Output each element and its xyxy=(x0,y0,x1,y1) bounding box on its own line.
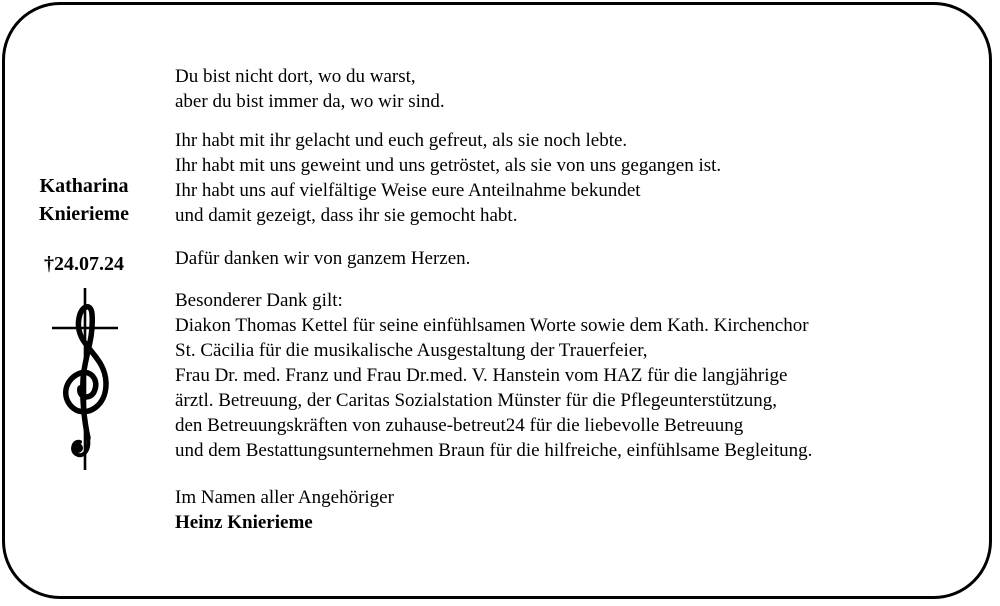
deceased-last-name: Knierieme xyxy=(39,203,129,225)
special-thanks: Besonderer Dank gilt: Diakon Thomas Kettel für seine einfühlsamen Worte sowie dem Kath. Kirchenchor St. Cäcilia für die musikalische Ausgestaltung der Trauerfeier, Frau Dr. med. Franz und Frau Dr.med. V. Hanstein vom HAZ für die langjährige ärztl. Betreuung, der Caritas Sozialstation Münster für die Pflegeunterstützung, den Betreuungskräften von zuhause-betreut24 für die liebevolle Betreuung und dem Bestattungsunternehmen Braun für die hilfreiche, einfühlsame Begleitung. xyxy=(175,290,813,461)
verse: Du bist nicht dort, wo du warst, aber du bist immer da, wo wir sind. xyxy=(175,66,445,112)
notice-text xyxy=(175,64,965,535)
deceased-first-name: Katharina xyxy=(39,175,129,197)
death-date: †24.07.24 xyxy=(44,253,124,275)
thanks-paragraph: Ihr habt mit ihr gelacht und euch gefreut, als sie noch lebte. Ihr habt mit uns geweint und uns getröstet, als sie von uns gegangen ist. Ihr habt uns auf vielfältige Weise eure Anteilnahme bekundet und damit gezeigt, dass ihr sie gemocht habt. xyxy=(175,130,722,226)
heartfelt-thanks: Dafür danken wir von ganzem Herzen. xyxy=(175,248,471,269)
deceased-block xyxy=(0,172,168,278)
signer-name: Heinz Knierieme xyxy=(175,512,313,533)
cross-with-treble-clef-icon xyxy=(48,288,122,470)
closing-line: Im Namen aller Angehöriger xyxy=(175,487,394,508)
